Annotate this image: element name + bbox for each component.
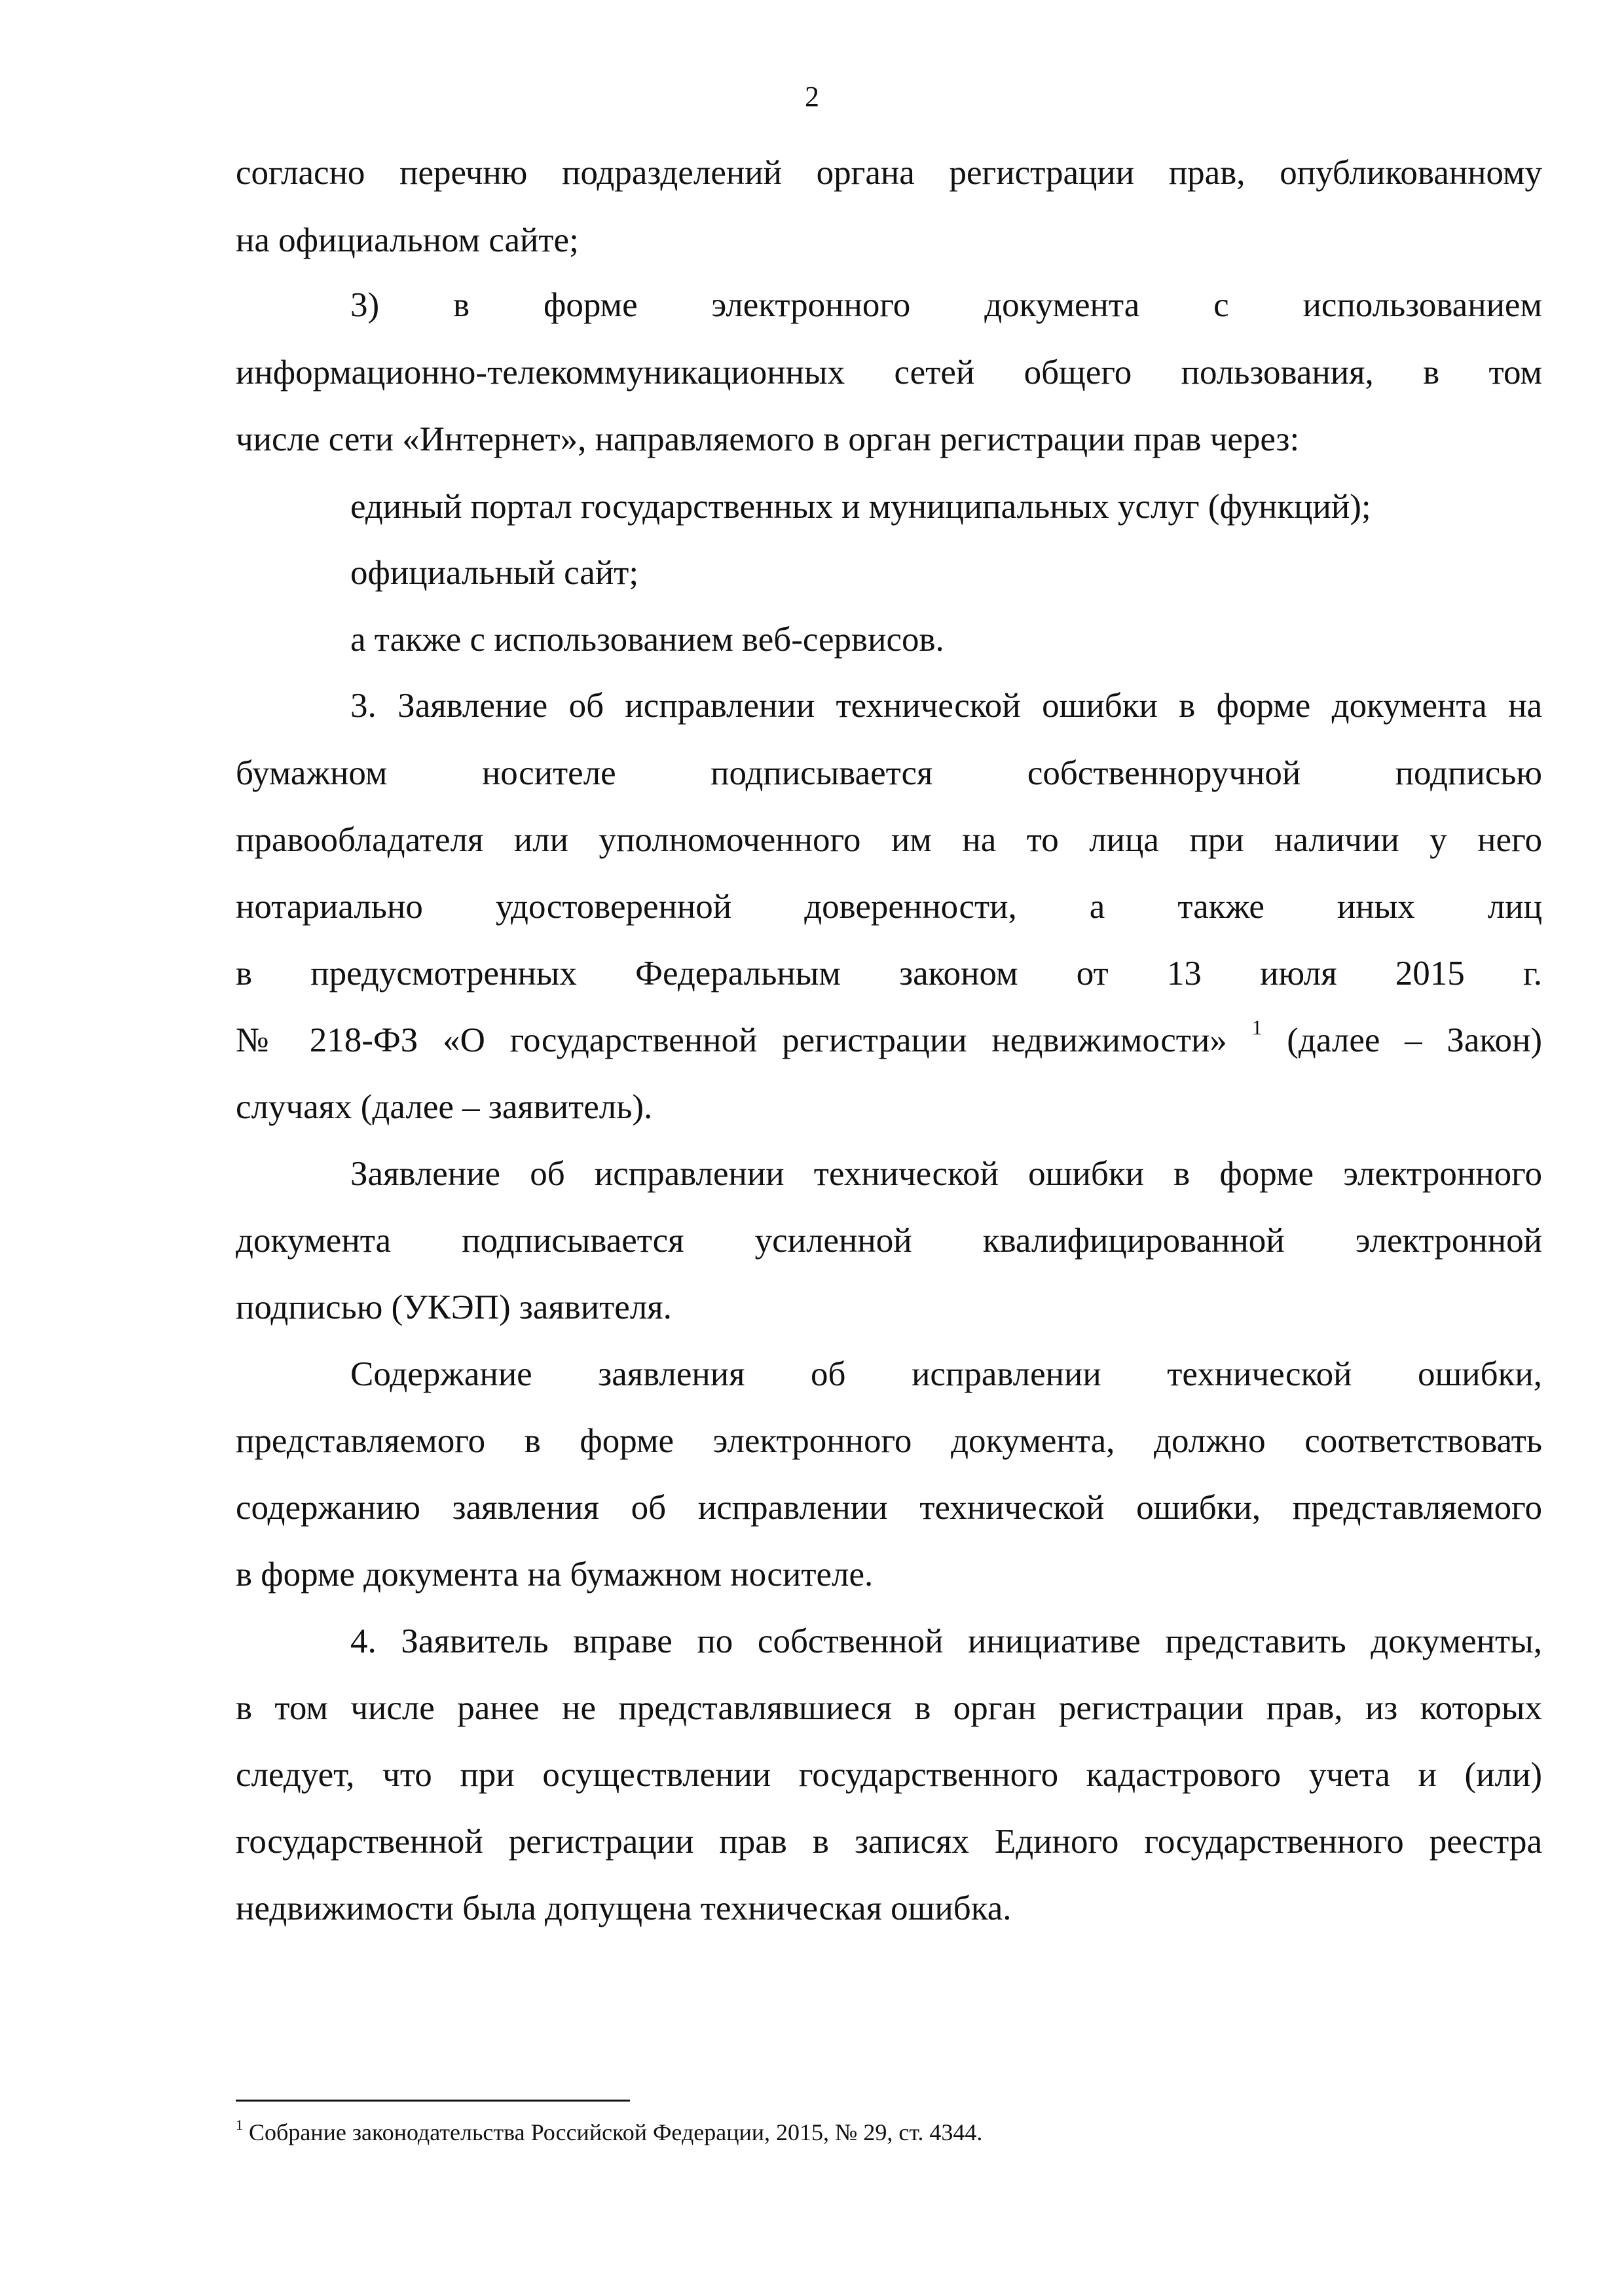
text-line: содержанию заявления об исправлении технической ошибки, представляемого: [236, 1489, 1542, 1527]
law-title: № 218-ФЗ «О государственной регистрации недвижимости»: [236, 1021, 1227, 1059]
text-line: единый портал государственных и муниципальных услуг (функций);: [350, 488, 1371, 526]
text-line: подписью (УКЭП) заявителя.: [236, 1288, 672, 1326]
text-line: недвижимости была допущена техническая ошибка.: [236, 1889, 1012, 1927]
text-line-with-footnote: [236, 1007, 1542, 1074]
text-line: Заявление об исправлении технической ошибки в форме электронного: [350, 1155, 1542, 1193]
footnote-marker: 1: [236, 2117, 243, 2133]
text-line: в том числе ранее не представлявшиеся в орган регистрации прав, из которых: [236, 1689, 1542, 1727]
text-line: в форме документа на бумажном носителе.: [236, 1556, 874, 1594]
text-line: представляемого в форме электронного документа, должно соответствовать: [236, 1422, 1542, 1460]
text-line: государственной регистрации прав в записях Единого государственного реестра: [236, 1823, 1542, 1861]
text-line: правообладателя или уполномоченного им на то лица при наличии у него: [236, 821, 1542, 859]
footnote-text: Собрание законодательства Российской Федерации, 2015, № 29, ст. 4344.: [249, 2119, 983, 2145]
text-line: согласно перечню подразделений органа регистрации прав, опубликованному: [236, 154, 1542, 192]
text-line: 3. Заявление об исправлении технической ошибки в форме документа на: [350, 687, 1542, 725]
page-number: 2: [805, 81, 819, 113]
text-line: 3) в форме электронного документа с использованием: [350, 286, 1542, 324]
footnote-divider: [236, 2100, 630, 2102]
text-line: следует, что при осуществлении государственного кадастрового учета и (или): [236, 1756, 1542, 1794]
text-line: числе сети «Интернет», направляемого в орган регистрации прав через:: [236, 420, 1300, 458]
text-line: а также с использованием веб-сервисов.: [350, 621, 944, 659]
text-line: в предусмотренных Федеральным законом от 13 июля 2015 г.: [236, 955, 1542, 993]
text-line: 4. Заявитель вправе по собственной инициативе представить документы,: [350, 1622, 1542, 1660]
text-line: на официальном сайте;: [236, 221, 579, 259]
text-line: документа подписывается усиленной квалифицированной электронной: [236, 1222, 1542, 1260]
text-line: бумажном носителе подписывается собственноручной подписью: [236, 754, 1542, 792]
law-abbreviation: (далее – Закон): [1287, 1021, 1542, 1059]
text-line: официальный сайт;: [350, 554, 639, 592]
footnote: [236, 2116, 982, 2149]
text-line: случаях (далее – заявитель).: [236, 1088, 653, 1126]
text-line: нотариально удостоверенной доверенности, а также иных лиц: [236, 888, 1542, 926]
footnote-reference: 1: [1251, 1015, 1263, 1039]
text-line: Содержание заявления об исправлении технической ошибки,: [350, 1355, 1542, 1393]
text-line: информационно-телекоммуникационных сетей общего пользования, в том: [236, 354, 1542, 392]
